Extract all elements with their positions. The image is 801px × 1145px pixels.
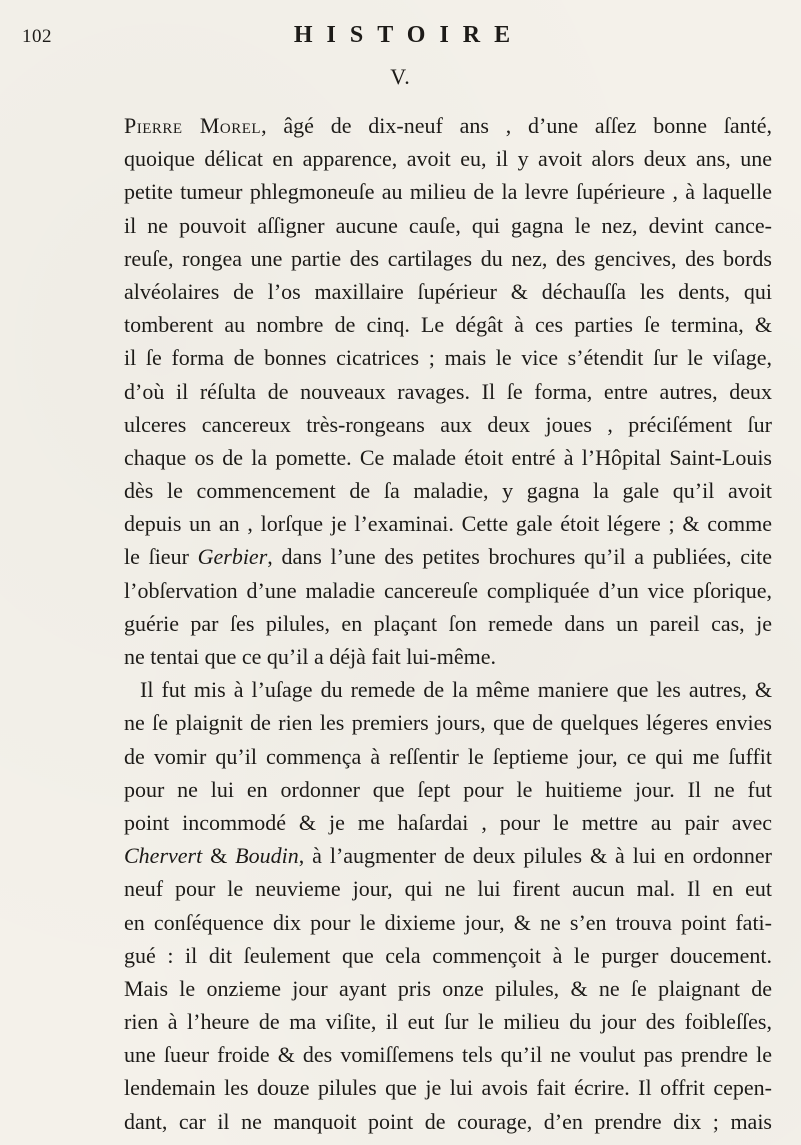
text-line: dant, car il ne manquoit point de courage, d’en prendre dix ; mais [124, 1108, 772, 1134]
body-text [124, 109, 772, 1138]
text-line: ulceres cancereux très-rongeans aux deux joues , préciſément ſur [124, 411, 772, 437]
section-number: V. [390, 64, 411, 89]
text-line: Mais le onzieme jour ayant pris onze pilules, & ne ſe plaignant de [124, 975, 772, 1001]
text-line: Chervert & Boudin, à l’augmenter de deux pilules & à lui en ordonner [124, 843, 772, 869]
text-line: d’où il réſulta de nouveaux ravages. Il ſe forma, entre autres, deux [124, 378, 772, 404]
text-line: quoique délicat en apparence, avoit eu, il y avoit alors deux ans, une [124, 146, 772, 172]
text-line: chaque os de la pomette. Ce malade étoit entré à l’Hôpital Saint-Louis [124, 444, 772, 470]
text-line: une ſueur froide & des vomiſſemens tels qu’il ne voulut pas prendre le [124, 1042, 772, 1068]
text-line: pour ne lui en ordonner que ſept pour le huitieme jour. Il ne fut [124, 776, 772, 802]
text-line: le ſieur Gerbier, dans l’une des petites brochures qu’il a publiées, cite [124, 544, 772, 570]
text-line: rien à l’heure de ma viſite, il eut ſur le milieu du jour des foibleſſes, [124, 1009, 772, 1035]
text-line: il ne pouvoit aſſigner aucune cauſe, qui gagna le nez, devint cance- [124, 212, 772, 238]
text-line: l’obſervation d’une maladie cancereuſe compliquée d’un vice pſorique, [124, 577, 772, 603]
text-line: ne ſe plaignit de rien les premiers jours, que de quelques légeres envies [124, 710, 772, 736]
text-line: lendemain les douze pilules que je lui avois fait écrire. Il offrit cepen- [124, 1075, 772, 1101]
page-header [22, 18, 782, 58]
text-line: gué : il dit ſeulement que cela commençoit à le purger doucement. [124, 942, 772, 968]
text-line: tomberent au nombre de cinq. Le dégât à ces parties ſe termina, & [124, 312, 772, 338]
author-name: Chervert [124, 843, 203, 869]
text-line: alvéolaires de l’os maxillaire ſupérieur & déchauſſa les dents, qui [124, 278, 772, 304]
author-name: Gerbier [197, 544, 268, 570]
author-name: Boudin [235, 843, 299, 869]
paragraph-1 [124, 109, 772, 673]
text-line: Il fut mis à l’uſage du remede de la même maniere que les autres, & [140, 677, 772, 703]
text-line: dès le commencement de ſa maladie, y gagna la gale qu’il avoit [124, 478, 772, 504]
running-head: HISTOIRE [293, 22, 525, 48]
paragraph-2 [124, 673, 772, 1138]
text-line: ne tentai que ce qu’il a déjà fait lui-même. [124, 644, 497, 669]
text-line: reuſe, rongea une partie des cartilages du nez, des gencives, des bords [124, 245, 772, 271]
page-number: 102 [22, 26, 52, 47]
text-line: il ſe forma de bonnes cicatrices ; mais le vice s’étendit ſur le viſage, [124, 345, 772, 371]
text-line: de vomir qu’il commença à reſſentir le ſeptieme jour, ce qui me ſuffit [124, 743, 772, 769]
text-line: Pierre Morel, âgé de dix-neuf ans , d’une aſſez bonne ſanté, [124, 113, 773, 138]
text-line: depuis un an , lorſque je l’examinai. Cette gale étoit légere ; & comme [124, 511, 772, 537]
patient-name: Pierre Morel [124, 113, 262, 138]
text-line: petite tumeur phlegmoneuſe au milieu de la levre ſupérieure , à laquelle [124, 179, 772, 205]
text-line: en conſéquence dix pour le dixieme jour, & ne s’en trouva point fati- [124, 909, 772, 935]
text-line: guérie par ſes pilules, en plaçant ſon remede dans un pareil cas, je [124, 610, 772, 636]
text-line: neuf pour le neuvieme jour, qui ne lui firent aucun mal. Il en eut [124, 876, 772, 902]
text-line: point incommodé & je me haſardai , pour le mettre au pair avec [124, 809, 772, 835]
